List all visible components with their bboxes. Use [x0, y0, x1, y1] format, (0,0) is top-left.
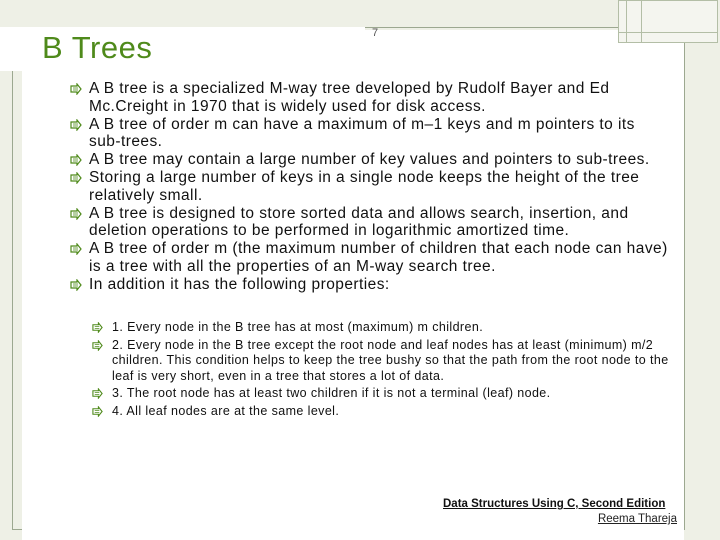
arrow-bullet-icon: [92, 322, 103, 333]
page-title: B Trees: [42, 30, 153, 65]
properties-list: [92, 320, 672, 422]
arrow-bullet-icon: [92, 406, 103, 417]
arrow-bullet-icon: [92, 340, 103, 351]
bullet-text: A B tree is designed to store sorted data and allows search, insertion, and deletion operations to be performed in logarithmic amortized time.: [89, 204, 629, 240]
list-item: [92, 320, 672, 336]
bullet-text: A B tree may contain a large number of key values and pointers to sub-trees.: [89, 151, 650, 169]
arrow-bullet-icon: [70, 172, 82, 184]
bullet-list: [70, 80, 670, 294]
list-item: [70, 205, 670, 241]
corner-decoration-line: [618, 32, 718, 33]
author-credit: Reema Thareja: [597, 513, 677, 525]
list-item: [70, 276, 670, 294]
corner-decoration-band: [626, 0, 642, 43]
arrow-bullet-icon: [70, 208, 82, 220]
list-item: [92, 338, 672, 385]
bullet-text: In addition it has the following properties:: [89, 275, 390, 293]
arrow-bullet-icon: [70, 154, 82, 166]
bullet-text: A B tree is a specialized M-way tree developed by Rudolf Bayer and Ed Mc.Creight in 1970 that is widely used for disk access.: [89, 80, 610, 115]
arrow-bullet-icon: [70, 243, 82, 255]
property-text: 3. The root node has at least two children if it is not a terminal (leaf) node.: [112, 386, 551, 401]
list-item: [70, 80, 670, 116]
bullet-text: A B tree of order m (the maximum number of children that each node can have) is a tree with all the properties of an M-way search tree.: [89, 240, 668, 275]
list-item: [70, 116, 670, 152]
arrow-bullet-icon: [92, 388, 103, 399]
list-item: [70, 151, 670, 169]
list-item: [92, 404, 672, 420]
arrow-bullet-icon: [70, 83, 82, 95]
bullet-text: A B tree of order m can have a maximum of m–1 keys and m pointers to its sub-trees.: [89, 115, 635, 151]
arrow-bullet-icon: [70, 279, 82, 291]
arrow-bullet-icon: [70, 119, 82, 131]
list-item: [70, 240, 670, 276]
property-text: 4. All leaf nodes are at the same level.: [112, 403, 340, 418]
list-item: [92, 386, 672, 402]
book-credit: Data Structures Using C, Second Edition: [443, 498, 666, 510]
property-text: 1. Every node in the B tree has at most (maximum) m children.: [112, 320, 484, 334]
list-item: [70, 169, 670, 205]
bullet-text: Storing a large number of keys in a single node keeps the height of the tree relatively small.: [89, 168, 640, 204]
property-text: 2. Every node in the B tree except the root node and leaf nodes has at least (minimum) m/2 children. This condition helps to keep the tree bushy so that the path from the root node to the leaf is very short, even in a tree that stores a lot of data.: [112, 337, 669, 383]
slide-number: 7: [372, 27, 379, 39]
